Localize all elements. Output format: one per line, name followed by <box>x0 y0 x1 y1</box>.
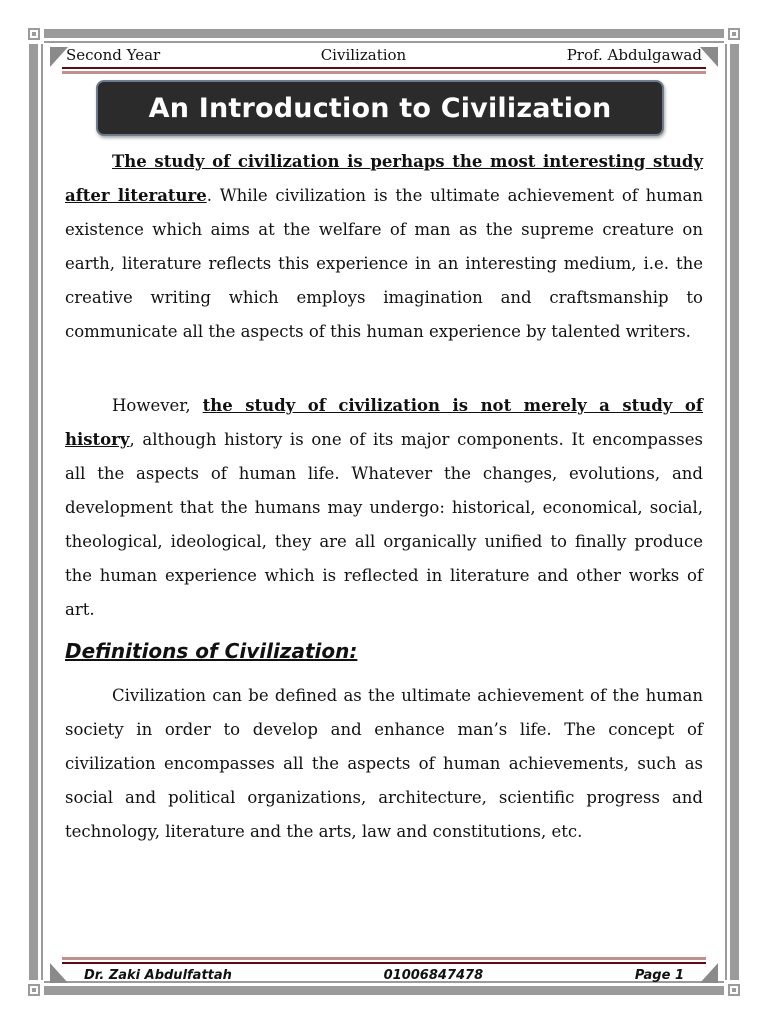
footer-triangle-ornament <box>50 963 68 983</box>
page-border-inner-top <box>44 41 724 43</box>
page-footer <box>84 965 684 985</box>
header-rule <box>62 71 706 74</box>
emphasized-text: The study of civilization is perhaps the most interesting study after literature <box>65 152 703 205</box>
footer-rule <box>62 962 706 964</box>
paragraph-text: . While civilization is the ultimate achievement of human existence which aims at the welfare of man as the supreme creature on earth, literature reflects this experience in an interesting medium, i.e. the creative writing which employs imagination and craftsmanship to communicate all the aspects of this human experience by talented writers. <box>65 186 703 341</box>
border-corner-ornament <box>28 28 40 40</box>
page-border-left <box>29 44 38 980</box>
section-heading-container <box>65 639 703 663</box>
footer-triangle-ornament <box>700 963 718 983</box>
header-triangle-ornament <box>700 47 718 67</box>
paragraph-lead: However, <box>112 396 203 415</box>
footer-rule <box>62 957 706 960</box>
page-border-inner-right <box>725 44 727 980</box>
page-title: An Introduction to Civilization <box>148 92 612 124</box>
page-border-top <box>44 29 724 38</box>
paragraph-definition <box>65 679 703 849</box>
paragraph-text: Civilization can be defined as the ultimate achievement of the human society in order to develop and enhance man’s life. The concept of civilization encompasses all the aspects of human achievements, such as social and political organizations, architecture, scientific progress and technology, literature and the arts, law and constitutions, etc. <box>65 686 703 841</box>
footer-author: Dr. Zaki Abdulfattah <box>84 967 232 983</box>
title-banner <box>96 80 664 136</box>
page-border-inner-left <box>41 44 43 980</box>
border-corner-ornament <box>28 984 40 996</box>
border-corner-ornament <box>728 984 740 996</box>
border-corner-ornament <box>728 28 740 40</box>
header-rule <box>62 67 706 69</box>
header-course-year: Second Year <box>66 46 161 64</box>
paragraph-intro <box>65 145 703 349</box>
paragraph-text: , although history is one of its major components. It encompasses all the aspects of human life. Whatever the changes, evolutions, and development that the humans may undergo: historical, economical, social, theological, ideological, they are all organically unified to finally produce the human experience which is reflected in literature and other works of art. <box>65 430 703 619</box>
page-border-right <box>730 44 739 980</box>
footer-phone: 01006847478 <box>383 967 484 983</box>
paragraph-history <box>65 389 703 627</box>
emphasized-text: the study of civilization is not merely a study of history <box>65 396 703 449</box>
header-professor: Prof. Abdulgawad <box>566 46 702 64</box>
header-subject: Civilization <box>320 46 407 64</box>
page-border-bottom <box>44 986 724 995</box>
page-header <box>66 44 702 66</box>
section-heading: Definitions of Civilization: <box>65 639 358 663</box>
footer-page-number: Page 1 <box>634 967 684 983</box>
